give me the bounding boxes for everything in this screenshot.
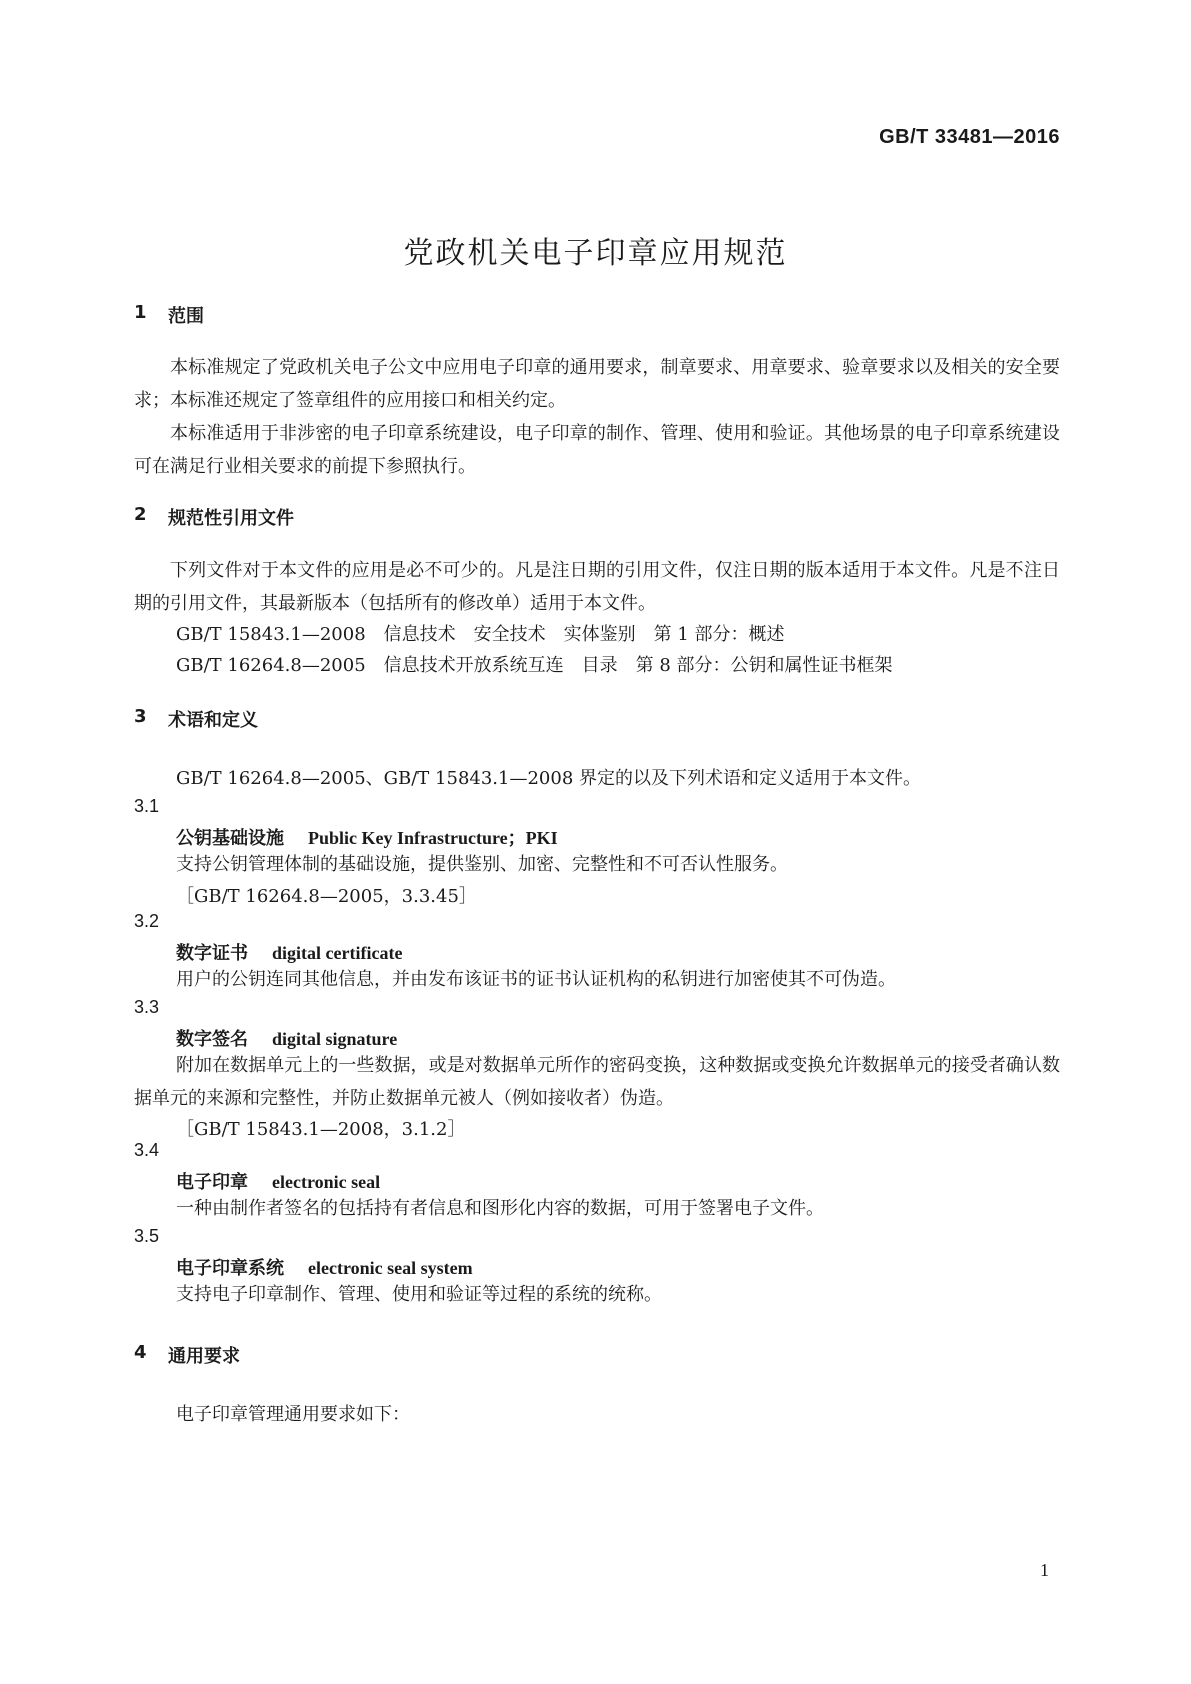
term-source: ［GB/T 15843.1—2008，3.1.2］ [176, 1119, 466, 1140]
term-definition: 用户的公钥连同其他信息，并由发布该证书的证书认证机构的私钥进行加密使其不可伪造。 [176, 969, 896, 990]
term-heading [176, 1025, 397, 1051]
term-heading [176, 824, 558, 850]
section-3-number: 3 [134, 706, 147, 727]
term-number: 3.2 [134, 911, 160, 931]
section-4-number: 4 [134, 1342, 147, 1363]
term-number: 3.5 [134, 1226, 160, 1246]
section-2-number: 2 [134, 504, 147, 525]
term-name-zh: 电子印章 [176, 1172, 248, 1193]
term-definition: 附加在数据单元上的一些数据，或是对数据单元所作的密码变换，这种数据或变换允许数据单元的接受者确认数据单元的来源和完整性，并防止数据单元被人（例如接收者）伪造。 [134, 1055, 1060, 1109]
term-name-en: digital certificate [272, 943, 403, 963]
term-number: 3.4 [134, 1140, 160, 1160]
term-name-zh: 数字签名 [176, 1029, 248, 1050]
term-name-zh: 公钥基础设施 [176, 828, 284, 849]
document-title: 党政机关电子印章应用规范 [403, 236, 788, 271]
section-1-paragraph-2: 本标准适用于非涉密的电子印章系统建设，电子印章的制作、管理、使用和验证。其他场景的电子印章系统建设可在满足行业相关要求的前提下参照执行。 [134, 423, 1060, 477]
term-name-en: electronic seal [272, 1172, 381, 1192]
term-definition: 支持电子印章制作、管理、使用和验证等过程的系统的统称。 [176, 1284, 662, 1305]
term-definition: 支持公钥管理体制的基础设施，提供鉴别、加密、完整性和不可否认性服务。 [176, 854, 788, 875]
reference-item: GB/T 16264.8—2005 信息技术开放系统互连 目录 第 8 部分：公钥和属性证书框架 [176, 655, 893, 676]
section-3-intro: GB/T 16264.8—2005、GB/T 15843.1—2008 界定的以及下列术语和定义适用于本文件。 [176, 768, 922, 789]
term-number: 3.3 [134, 997, 160, 1017]
term-name-zh: 数字证书 [176, 943, 248, 964]
section-4-title: 通用要求 [168, 1346, 240, 1367]
term-name-en: digital signature [272, 1029, 398, 1049]
term-heading [176, 1254, 473, 1280]
term-name-en: electronic seal system [308, 1258, 473, 1278]
section-1-number: 1 [134, 302, 147, 323]
term-heading [176, 1168, 380, 1194]
section-4-paragraph-1: 电子印章管理通用要求如下： [176, 1404, 410, 1425]
section-1-paragraph-1: 本标准规定了党政机关电子公文中应用电子印章的通用要求，制章要求、用章要求、验章要求以及相关的安全要求；本标准还规定了签章组件的应用接口和相关约定。 [134, 357, 1060, 411]
term-definition: 一种由制作者签名的包括持有者信息和图形化内容的数据，可用于签署电子文件。 [176, 1198, 824, 1219]
term-name-en: Public Key Infrastructure；PKI [308, 828, 558, 848]
term-source: ［GB/T 16264.8—2005，3.3.45］ [176, 886, 477, 907]
section-3-title: 术语和定义 [168, 710, 258, 731]
term-number: 3.1 [134, 796, 160, 816]
page-number: 1 [1040, 1560, 1049, 1580]
reference-item: GB/T 15843.1—2008 信息技术 安全技术 实体鉴别 第 1 部分：概述 [176, 624, 785, 645]
term-heading [176, 939, 402, 965]
term-name-zh: 电子印章系统 [176, 1258, 284, 1279]
section-2-paragraph-1: 下列文件对于本文件的应用是必不可少的。凡是注日期的引用文件，仅注日期的版本适用于本文件。凡是不注日期的引用文件，其最新版本（包括所有的修改单）适用于本文件。 [134, 560, 1060, 614]
standard-code: GB/T 33481—2016 [879, 126, 1060, 148]
section-1-title: 范围 [168, 306, 204, 327]
section-2-title: 规范性引用文件 [168, 508, 294, 529]
